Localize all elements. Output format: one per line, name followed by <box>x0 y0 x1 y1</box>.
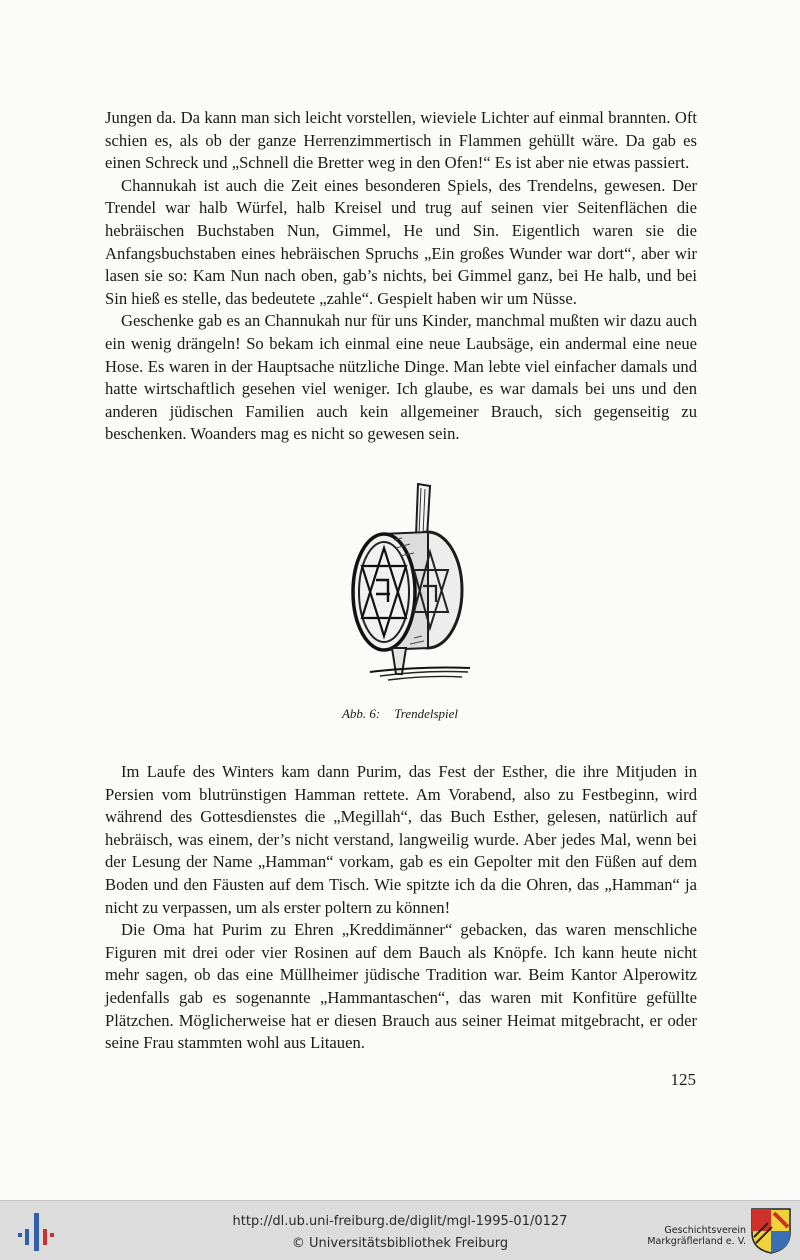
digital-library-logo-icon[interactable] <box>18 1211 54 1253</box>
footer-url-link[interactable]: http://dl.ub.uni-freiburg.de/diglit/mgl-1995-01/0127 <box>232 1214 568 1229</box>
figure-caption <box>300 706 500 722</box>
caption-title: Trendelspiel <box>394 706 459 721</box>
society-name <box>612 1225 746 1247</box>
paragraph: Geschenke gab es an Channukah nur für uns Kinder, manchmal mußten wir dazu auch ein wenig drängeln! So bekam ich einmal eine neue Laubsäge, ein andermal eine neue Hose. Es waren in der Hauptsache nützliche Dinge. Man lebte viel einfacher damals und hatte wirtschaftlich gesehen viel weniger. Ich glaube, es war damals bei uns und den anderen jüdischen Familien auch kein allgemeiner Brauch, sich gegenseitig zu beschenken. Woanders mag es nicht so gewesen sein. <box>105 311 697 444</box>
paragraph: Die Oma hat Purim zu Ehren „Kreddimänner“ gebacken, das waren menschliche Figuren mit drei oder vier Rosinen auf dem Bauch als Knöpfe. Ich kann heute nicht mehr sagen, ob das eine Müllheimer jüdische Tradition war. Beim Kantor Alperowitz jedenfalls gab es sogenannte „Hammantaschen“, das waren mit Konfitüre gefüllte Plätzchen. Möglicherweise hat er diesen Brauch aus seiner Heimat mitgebracht, er oder seine Frau stammten wohl aus Litauen. <box>105 920 697 1053</box>
paragraph: Jungen da. Da kann man sich leicht vorstellen, wieviele Lichter auf einmal brannten. Oft schien es, als ob der ganze Herrenzimmertisch in Flammen gehüllt wäre. Da gab es einen Schreck und „Schnell die Bretter weg in den Ofen!“ Es ist aber nie etwas passiert. <box>105 108 697 173</box>
coat-of-arms-icon[interactable] <box>750 1207 792 1255</box>
page-number: 125 <box>670 1070 696 1089</box>
society-line-1: Geschichtsverein <box>664 1225 746 1236</box>
paragraph: Im Laufe des Winters kam dann Purim, das Fest der Esther, die ihre Mitjuden in Persien vom blutrünstigen Hamman rettete. Am Vorabend, also zu Festbeginn, wird während des Gottesdienstes die „Megillah“, das Buch Esther, gelesen, natürlich auf hebräisch, was einem, der’s nicht verstand, langweilig wurde. Aber jedes Mal, wenn bei der Lesung der Name „Hamman“ vorkam, gab es ein Gepolter mit den Füßen auf dem Boden und den Fäusten auf dem Tisch. Wie spitzte ich da die Ohren, das „Hamman“ ja nicht zu verpassen, um als erster poltern zu können! <box>105 762 697 917</box>
paragraph: Channukah ist auch die Zeit eines besonderen Spiels, des Trendelns, gewesen. Der Trendel war halb Würfel, halb Kreisel und trug auf seinen vier Seitenflächen die hebräischen Buchstaben Nun, Gimmel, He und Sin. Eigentlich waren sie die Anfangsbuchstaben eines hebräischen Spruchs „Ein großes Wunder war dort“, aber wir lasen sie so: Kam Nun nach oben, gab’s nichts, bei Gimmel ganz, bei He halb, und bei Sin hieß es stelle, das bedeutete „zahle“. Gespielt haben wir um Nüsse. <box>105 175 697 308</box>
text-block-top <box>105 107 697 446</box>
society-line-2: Markgräflerland e. V. <box>647 1236 746 1247</box>
text-block-bottom <box>105 761 697 1055</box>
footer-copyright: © Universitätsbibliothek Freiburg <box>291 1236 509 1251</box>
dreidel-illustration <box>330 478 470 688</box>
footer-bar <box>0 1200 800 1260</box>
caption-number: Abb. 6: <box>341 706 381 721</box>
